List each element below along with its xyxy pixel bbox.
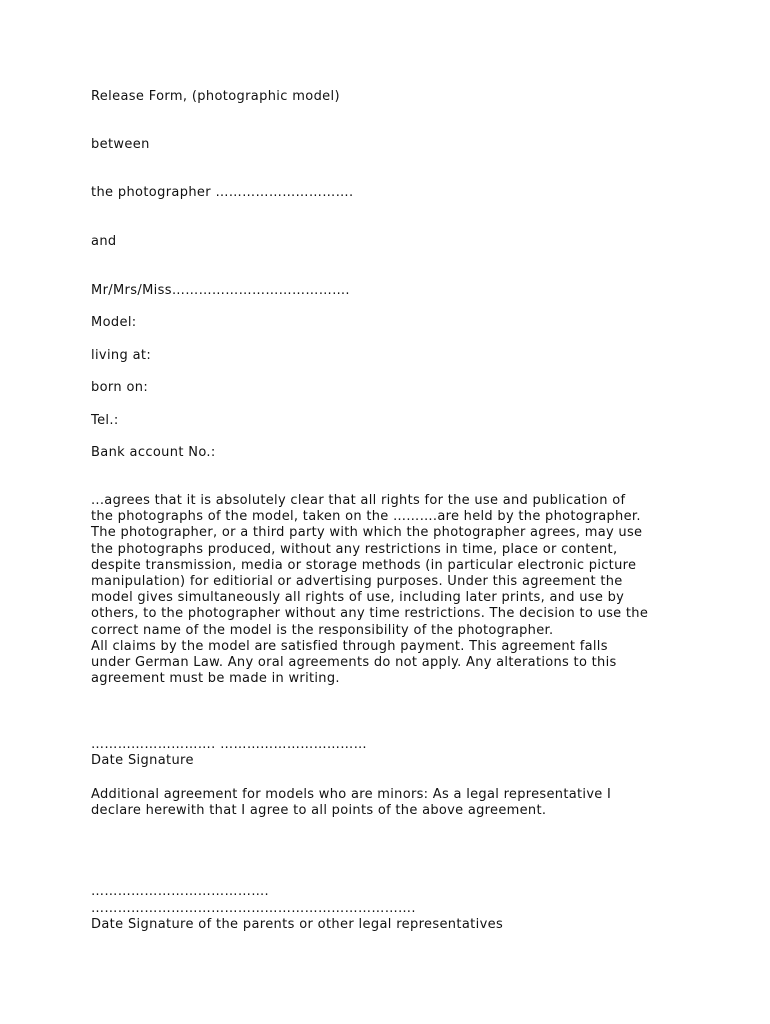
agreement-line: under German Law. Any oral agreements do not apply. Any alterations to this bbox=[91, 655, 617, 671]
photographer-line: the photographer …………………………. bbox=[91, 185, 354, 200]
living-at-label: living at: bbox=[91, 348, 152, 363]
between-label: between bbox=[91, 137, 150, 152]
agreement-line: correct name of the model is the responsibility of the photographer. bbox=[91, 622, 554, 638]
and-label: and bbox=[91, 234, 117, 249]
agreement-line: the photographs produced, without any restrictions in time, place or content, bbox=[91, 541, 618, 557]
parent-date-dots: …………………………………. bbox=[91, 884, 270, 899]
agreement-line: The photographer, or a third party with which the photographer agrees, may use bbox=[91, 525, 643, 541]
agreement-line: model gives simultaneously all rights of use, including later prints, and use by bbox=[91, 590, 625, 606]
minors-agreement-line: Additional agreement for models who are minors: As a legal representative I bbox=[91, 787, 612, 802]
parent-signature-label: Date Signature of the parents or other legal representatives bbox=[91, 917, 504, 932]
agreement-line: agreement must be made in writing. bbox=[91, 671, 340, 687]
model-label: Model: bbox=[91, 315, 137, 330]
agreement-line: despite transmission, media or storage methods (in particular electronic picture bbox=[91, 557, 637, 573]
bank-account-label: Bank account No.: bbox=[91, 445, 216, 460]
date-signature-label: Date Signature bbox=[91, 753, 194, 768]
model-name-line: Mr/Mrs/Miss…………………………………. bbox=[91, 283, 350, 298]
agreement-paragraph bbox=[91, 493, 691, 687]
signature-dots: ………………………. …………………………… bbox=[91, 737, 367, 752]
minors-agreement-line: declare herewith that I agree to all points of the above agreement. bbox=[91, 803, 547, 819]
agreement-line: the photographs of the model, taken on the ……….are held by the photographer. bbox=[91, 509, 641, 525]
tel-label: Tel.: bbox=[91, 413, 119, 428]
agreement-line: ...agrees that it is absolutely clear that all rights for the use and publication of bbox=[91, 493, 626, 508]
agreement-line: others, to the photographer without any time restrictions. The decision to use the bbox=[91, 606, 649, 622]
minors-agreement-paragraph bbox=[91, 787, 691, 819]
agreement-line: All claims by the model are satisfied through payment. This agreement falls bbox=[91, 638, 608, 654]
document-title: Release Form, (photographic model) bbox=[91, 89, 340, 104]
parent-signature-dots: ………………………………………………………………. bbox=[91, 901, 416, 916]
born-on-label: born on: bbox=[91, 380, 149, 395]
agreement-line: manipulation) for editiorial or advertising purposes. Under this agreement the bbox=[91, 574, 623, 590]
